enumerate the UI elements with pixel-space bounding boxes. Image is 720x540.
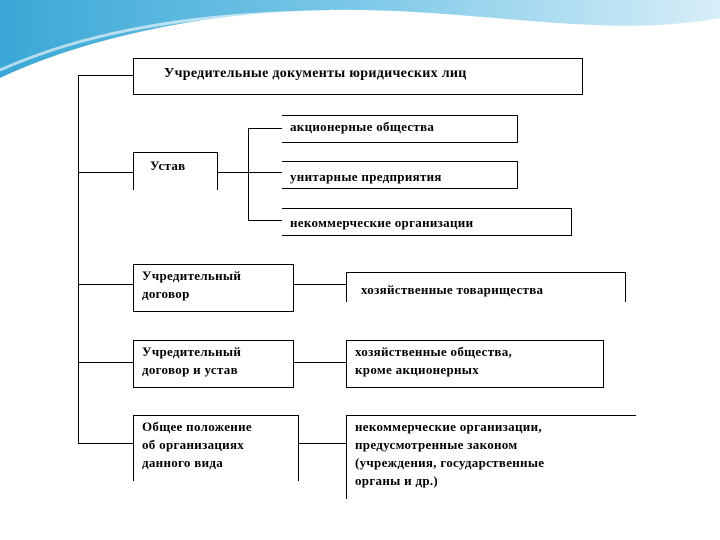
main-spine-line [78, 75, 79, 443]
row-1-target-box: хозяйственные товарищества [346, 272, 626, 302]
connector-ustav-child-3 [248, 220, 282, 221]
connector-title [78, 75, 133, 76]
connector-row-2 [78, 362, 133, 363]
connector-ustav-child-2 [248, 172, 282, 173]
diagram-title-box: Учредительные документы юридических лиц [133, 58, 583, 95]
ustav-branch-spine [248, 128, 249, 220]
row-3-target-box: некоммерческие организации, предусмотренные законом (учреждения, государственные органы и др.) [346, 415, 636, 499]
row-2-doc-box: Учредительный договор и устав [133, 340, 294, 388]
connector-row-3 [78, 443, 133, 444]
connector-row-2-target [294, 362, 346, 363]
connector-ustav-child-1 [248, 128, 282, 129]
connector-row-1-target [294, 284, 346, 285]
ustav-child-3-box: некоммерческие организации [282, 208, 572, 236]
connector-row-3-target [299, 443, 346, 444]
connector-ustav-branch [218, 172, 248, 173]
connector-ustav [78, 172, 133, 173]
ustav-child-2-box: унитарные предприятия [282, 161, 518, 189]
row-2-target-box: хозяйственные общества, кроме акционерных [346, 340, 604, 388]
connector-row-1 [78, 284, 133, 285]
row-1-doc-box: Учредительный договор [133, 264, 294, 312]
ustav-box: Устав [133, 152, 218, 190]
ustav-child-1-box: акционерные общества [282, 115, 518, 143]
row-3-doc-box: Общее положение об организациях данного вида [133, 415, 299, 481]
